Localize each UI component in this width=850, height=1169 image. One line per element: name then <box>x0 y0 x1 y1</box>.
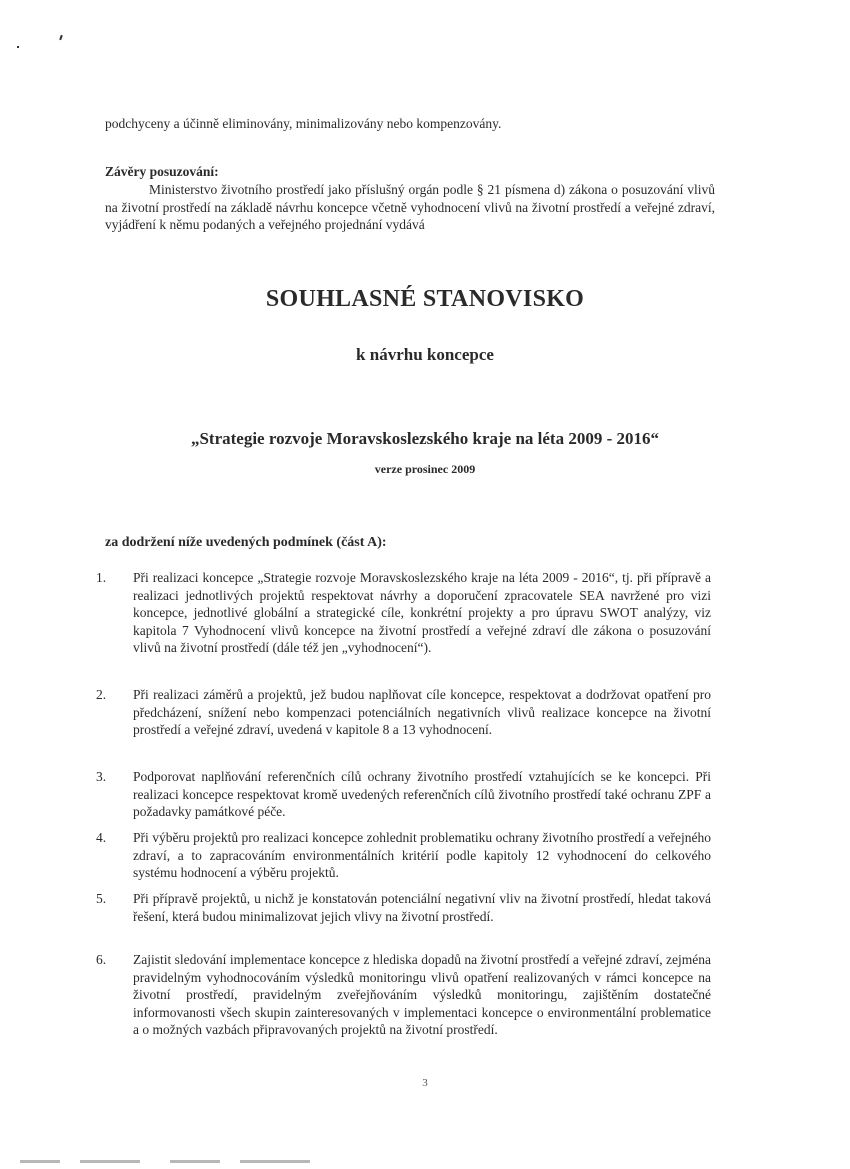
scan-speck <box>59 35 63 40</box>
condition-item <box>96 829 711 882</box>
document-title: SOUHLASNÉ STANOVISKO <box>265 286 585 312</box>
condition-number: 6. <box>96 952 107 967</box>
condition-text: Zajistit sledování implementace koncepce z hlediska dopadů na životní prostředí a veřejné zdraví, zejména pravidelným vyhodnocováním výsledků monitoringu vlivů opatření realizovaných v rámci koncepce na životní prostředí, pravidelným zveřejňováním výsledků monitoringu, zajištěním dostatečné informovanosti všech skupin zainteresovaných v implementaci koncepce o environmentální problematice a o možných vazbách připravovaných projektů na životní prostředí. <box>133 952 711 1038</box>
intro-line: podchyceny a účinně eliminovány, minimalizovány nebo kompenzovány. <box>105 116 502 131</box>
condition-number: 3. <box>96 769 107 784</box>
conditions-heading: za dodržení níže uvedených podmínek (část A): <box>105 535 387 550</box>
scan-edge-mark <box>20 1160 60 1163</box>
condition-number: 4. <box>96 830 107 845</box>
scan-edge-mark <box>80 1160 140 1163</box>
condition-text: Při realizaci koncepce „Strategie rozvoje Moravskoslezského kraje na léta 2009 - 2016“, tj. při přípravě a realizaci jednotlivých projektů respektovat návrhy a doporučení zpracovatele SEA navržené pro vizi koncepce, jednotlivé globální a strategické cíle, konkrétní projekty a pro úpravu SWOT analýzy, viz kapitola 7 Vyhodnocení vlivů koncepce na životní prostředí a veřejné zdraví dle zákona o posuzování vlivů na životní prostředí (dále též jen „vyhodnocení“). <box>133 570 711 656</box>
conclusions-paragraph: Ministerstvo životního prostředí jako příslušný orgán podle § 21 písmena d) zákona o posuzování vlivů na životní prostředí na základě návrhu koncepce včetně vyhodnocení vlivů na životní prostředí a veřejné zdraví, vyjádření k němu podaných a veřejného projednání vydává <box>105 182 715 233</box>
condition-number: 2. <box>96 687 107 702</box>
conclusions-heading: Závěry posuzování: <box>105 164 219 179</box>
page-number: 3 <box>422 1077 428 1089</box>
version-label: verze prosinec 2009 <box>374 462 476 476</box>
condition-text: Při realizaci záměrů a projektů, jež budou naplňovat cíle koncepce, respektovat a dodržovat opatření pro předcházení, snížení nebo kompenzaci potenciálních negativních vlivů realizace koncepce na životní prostředí a veřejné zdraví, uvedená v kapitole 8 a 13 vyhodnocení. <box>133 687 711 738</box>
condition-number: 1. <box>96 570 107 585</box>
condition-text: Při přípravě projektů, u nichž je konstatován potenciální negativní vliv na životní prostředí, hledat taková řešení, která budou minimalizovat jejich vlivy na životní prostředí. <box>133 891 711 924</box>
scan-speck <box>17 46 19 48</box>
condition-number: 5. <box>96 891 107 906</box>
condition-item <box>96 569 711 657</box>
condition-text: Při výběru projektů pro realizaci koncepce zohlednit problematiku ochrany životního prostředí a veřejného zdraví, a to zapracováním environmentálních kritérií podle kapitoly 12 vyhodnocení do celkového systému hodnocení a výběru projektů. <box>133 830 711 881</box>
concept-name: „Strategie rozvoje Moravskoslezského kraje na léta 2009 - 2016“ <box>190 429 660 448</box>
condition-item <box>96 768 711 821</box>
condition-item <box>96 890 711 925</box>
condition-item <box>96 686 711 739</box>
condition-item <box>96 951 711 1039</box>
scan-edge-mark <box>170 1160 220 1163</box>
document-subtitle: k návrhu koncepce <box>356 345 494 364</box>
condition-text: Podporovat naplňování referenčních cílů ochrany životního prostředí vztahujících se ke koncepci. Při realizaci koncepce respektovat kromě uvedených referenčních cílů životního prostředí také ochranu ZPF a požadavky památkové péče. <box>133 769 711 820</box>
scan-edge-mark <box>240 1160 310 1163</box>
